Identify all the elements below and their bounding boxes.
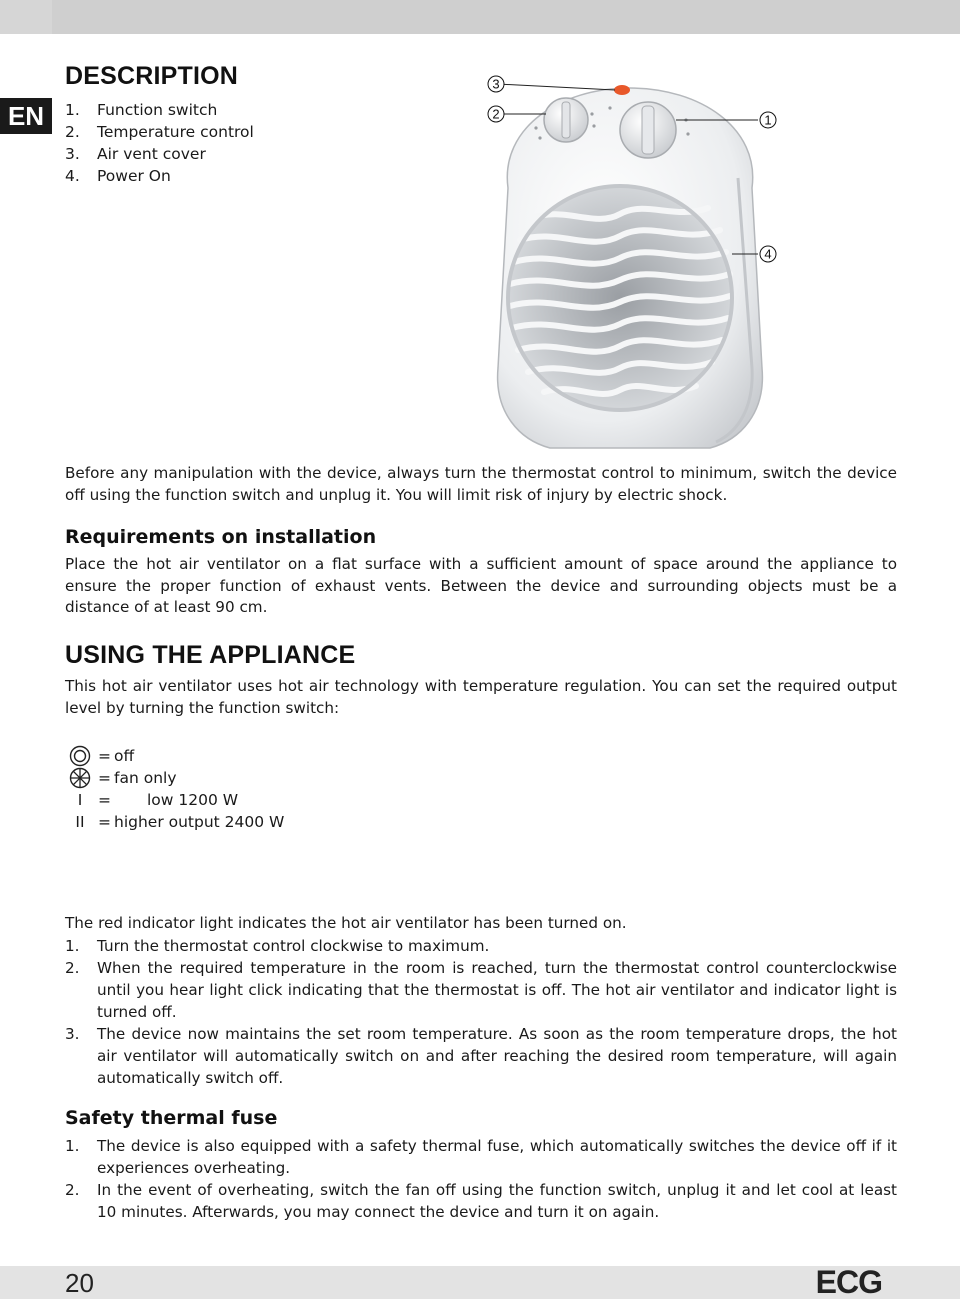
step-number: 2.	[65, 959, 80, 977]
list-item	[65, 935, 897, 957]
mode-value: off	[114, 747, 135, 765]
description-title: DESCRIPTION	[65, 62, 239, 90]
callout-2: 2	[492, 106, 500, 122]
heater-illustration	[470, 68, 790, 468]
indicator-text: The red indicator light indicates the hot air ventilator has been turned on.	[65, 914, 627, 932]
mode-equals: =	[98, 747, 111, 765]
page-number: 20	[65, 1268, 94, 1298]
brand-logo: ECG	[815, 1264, 882, 1299]
list-item	[65, 165, 254, 187]
item-label: Air vent cover	[97, 145, 206, 163]
top-bar	[0, 0, 960, 34]
step-text: The device now maintains the set room temperature. As soon as the room temperature drops, the hot air ventilator will automatically switch on and after reaching the desired room temperature, will again automatically switch off.	[97, 1025, 897, 1087]
item-number: 3.	[65, 145, 80, 163]
grill-slats	[510, 208, 730, 394]
item-label: Function switch	[97, 101, 218, 119]
step-number: 1.	[65, 1137, 80, 1155]
fuse-steps	[65, 1135, 897, 1223]
step-text: The device is also equipped with a safety thermal fuse, which automatically switches the device off if it experiences overheating.	[97, 1137, 897, 1177]
fuse-title: Safety thermal fuse	[65, 1107, 278, 1129]
list-item	[65, 121, 254, 143]
mode-equals: =	[98, 791, 111, 809]
list-item	[65, 957, 897, 1023]
installation-title: Requirements on installation	[65, 526, 377, 548]
description-list	[65, 99, 254, 187]
item-label: Power On	[97, 167, 171, 185]
callout-4: 4	[764, 246, 772, 262]
step-text: Turn the thermostat control clockwise to maximum.	[97, 937, 490, 955]
off-symbol-icon	[65, 745, 95, 767]
step-number: 3.	[65, 1025, 80, 1043]
mode-symbol: I	[77, 791, 83, 809]
step-text: In the event of overheating, switch the fan off using the function switch, unplug it and let cool at least 10 minutes. Afterwards, you may connect the device and turn it on again.	[97, 1181, 897, 1221]
safety-warning: Before any manipulation with the device, always turn the thermostat control to minimum, switch the device off using the function switch and unplug it. You will limit risk of injury by electric shock.	[65, 464, 897, 504]
usage-steps	[65, 935, 897, 1089]
mode-equals: =	[98, 813, 111, 831]
using-title: USING THE APPLIANCE	[65, 641, 356, 669]
item-number: 2.	[65, 123, 80, 141]
mode-value: higher output 2400 W	[114, 813, 285, 831]
step-number: 2.	[65, 1181, 80, 1199]
language-tab: EN	[0, 98, 52, 134]
step-text: When the required temperature in the room is reached, turn the thermostat control counterclockwise until you hear light click indicating that the thermostat is off. The hot air ventilator and indicator light is turned off.	[97, 959, 897, 1021]
top-bar-inner	[52, 0, 960, 34]
list-item	[65, 1135, 897, 1179]
fan-symbol-icon	[65, 767, 95, 789]
mode-equals: =	[98, 769, 111, 787]
list-item	[65, 1023, 897, 1089]
list-item	[65, 99, 254, 121]
using-intro: This hot air ventilator uses hot air technology with temperature regulation. You can set the required output level by turning the function switch:	[65, 677, 897, 717]
list-item	[65, 143, 254, 165]
callout-3: 3	[492, 76, 500, 92]
mode-symbol: II	[75, 813, 85, 831]
power-indicator-light	[614, 85, 630, 95]
item-label: Temperature control	[97, 123, 254, 141]
step-number: 1.	[65, 937, 80, 955]
item-number: 4.	[65, 167, 80, 185]
callout-1: 1	[764, 112, 772, 128]
mode-value: fan only	[114, 769, 177, 787]
list-item	[65, 1179, 897, 1223]
item-number: 1.	[65, 101, 80, 119]
installation-text: Place the hot air ventilator on a flat surface with a sufficient amount of space around the appliance to ensure the proper function of exhaust vents. Between the device and surrounding objects must be a distance of at least 90 cm.	[65, 555, 897, 616]
mode-value: low 1200 W	[147, 791, 239, 809]
